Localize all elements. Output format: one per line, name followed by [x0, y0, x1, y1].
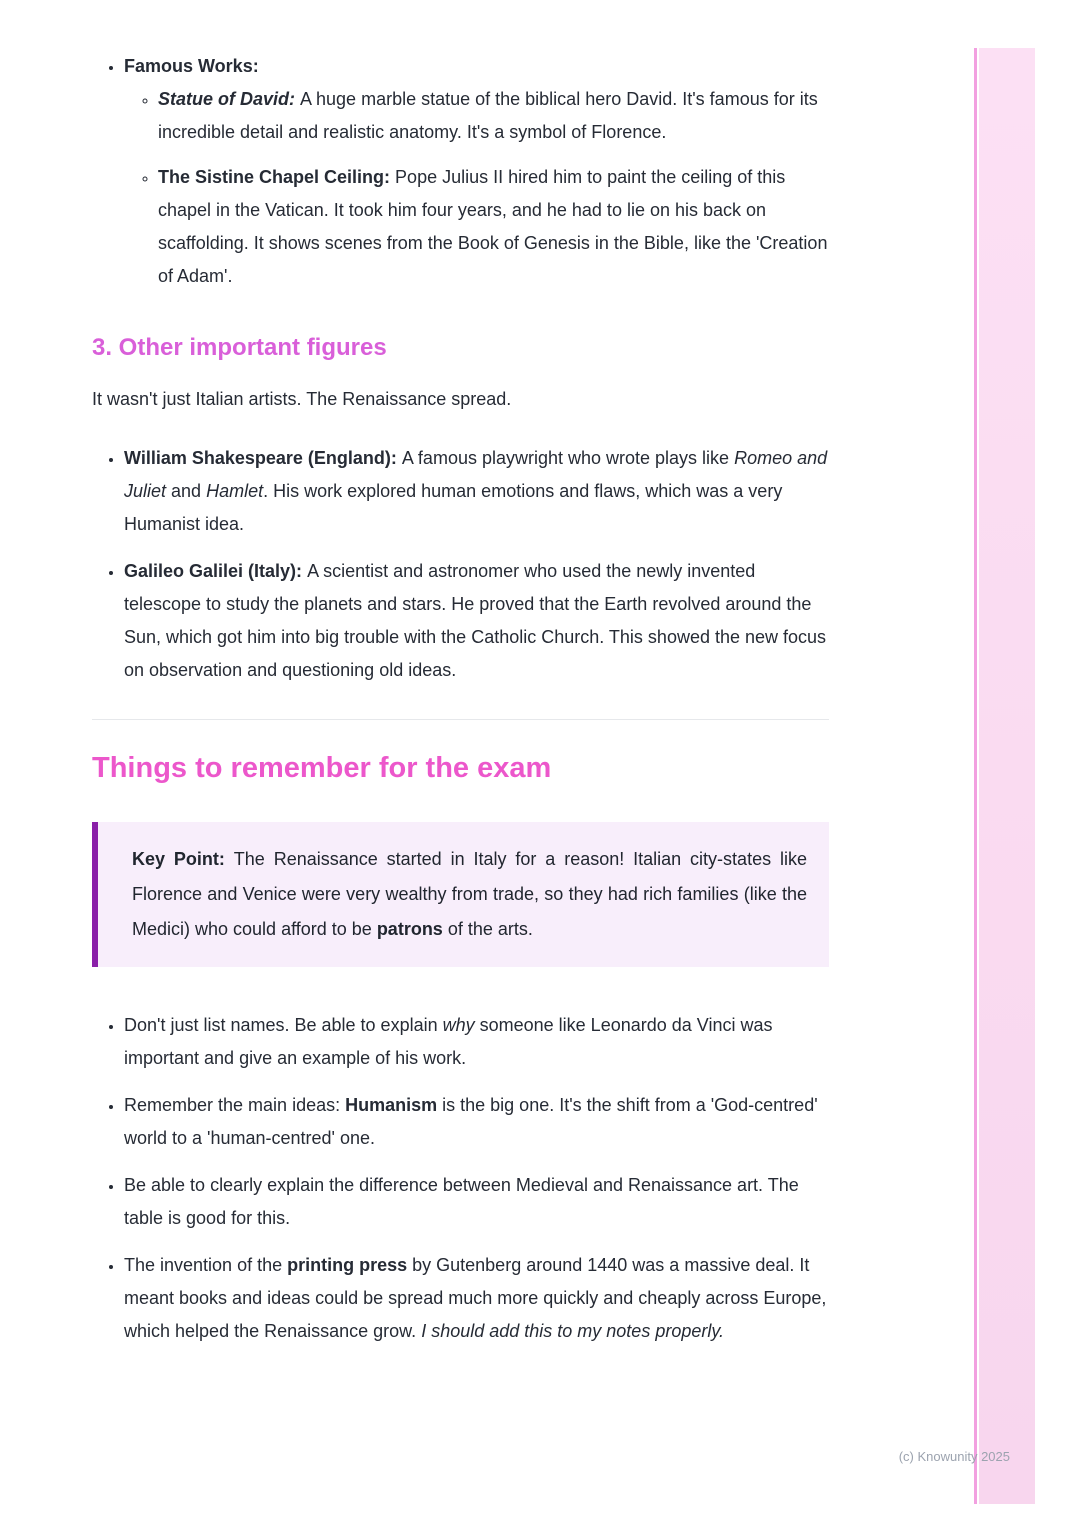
section-heading: 3. Other important figures — [92, 334, 387, 361]
famous-works-title: Famous Works: — [124, 56, 259, 76]
intro-paragraph: It wasn't just Italian artists. The Renaissance spread. — [92, 389, 512, 409]
keypoint-callout — [92, 822, 829, 967]
exam-heading: Things to remember for the exam — [92, 752, 552, 784]
keypoint-text: Key Point: The Renaissance started in Italy for a reason! Italian city-states like Florence and Venice were very wealthy from trade, so they had rich families (like the Medici) who could afford to be patrons of the arts. — [132, 849, 807, 939]
list-item: • Don't just list names. Be able to explain why someone like Leonardo da Vinci was important and give an example of his work. — [124, 1009, 829, 1075]
famous-works-sublist — [124, 83, 829, 293]
list-item: • Galileo Galilei (Italy): A scientist and astronomer who used the newly invented telescope to study the planets and stars. He proved that the Earth revolved around the Sun, which got him into big trouble with the Catholic Church. This showed the new focus on observation and questioning old ideas. — [124, 555, 829, 687]
list-item: ◦ Statue of David: A huge marble statue of the biblical hero David. It's famous for its incredible detail and realistic anatomy. It's a symbol of Florence. — [158, 83, 829, 149]
footer-copyright: (c) Knowunity 2025 — [898, 1449, 1010, 1464]
list-item: • Remember the main ideas: Humanism is the big one. It's the shift from a 'God-centred' world to a 'human-centred' one. — [124, 1089, 829, 1155]
page-edge-strip — [979, 48, 1035, 1504]
list-item: ◦ The Sistine Chapel Ceiling: Pope Julius II hired him to paint the ceiling of this chapel in the Vatican. It took him four years, and he had to lie on his back on scaffolding. It shows scenes from the Book of Genesis in the Bible, like the 'Creation of Adam'. — [158, 161, 829, 293]
section-divider — [92, 719, 829, 720]
important-figures-list — [92, 442, 829, 687]
document-content — [92, 50, 829, 1348]
famous-works-list — [92, 50, 829, 293]
list-item: • Be able to clearly explain the difference between Medieval and Renaissance art. The table is good for this. — [124, 1169, 829, 1235]
page-edge-line — [974, 48, 977, 1504]
list-item — [124, 50, 829, 293]
list-item: • William Shakespeare (England): A famous playwright who wrote plays like Romeo and Juliet and Hamlet. His work explored human emotions and flaws, which was a very Humanist idea. — [124, 442, 829, 541]
exam-tips-list — [92, 1009, 829, 1348]
list-item: • The invention of the printing press by Gutenberg around 1440 was a massive deal. It meant books and ideas could be spread much more quickly and cheaply across Europe, which helped the Renaissance grow. I should add this to my notes properly. — [124, 1249, 829, 1348]
